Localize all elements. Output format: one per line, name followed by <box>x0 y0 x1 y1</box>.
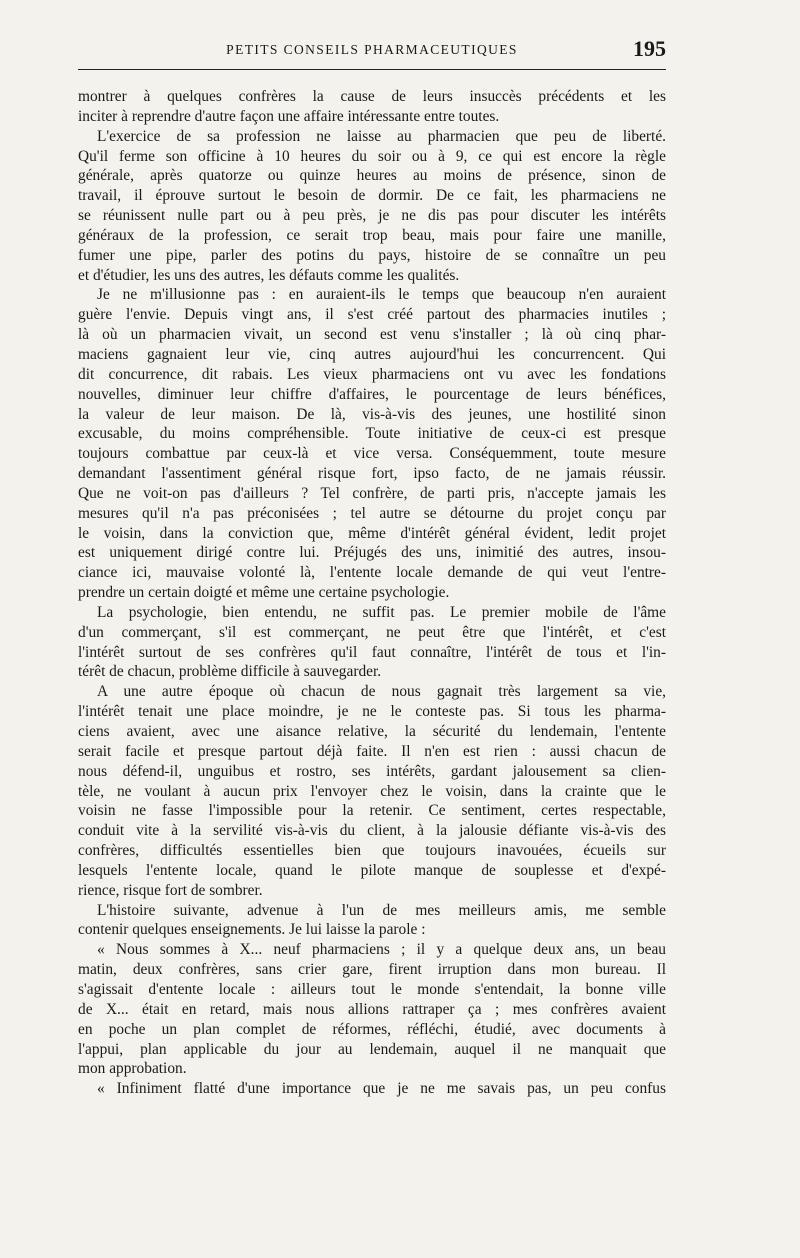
text-line: là où un pharmacien vivait, un second est venu s'installer ; là où cinq phar- <box>78 326 666 344</box>
text-line: Que ne voit-on pas d'ailleurs ? Tel confrère, de parti pris, n'accepte jamais les <box>78 484 666 502</box>
running-head <box>78 36 666 66</box>
text-line: conduit vite à la servilité vis-à-vis du client, à la jalousie défiante vis-à-vis des <box>78 822 666 840</box>
text-line: La psychologie, bien entendu, ne suffit pas. Le premier mobile de l'âme <box>97 603 666 621</box>
text-line: mon approbation. <box>78 1060 187 1078</box>
text-line: demandant l'assentiment général risque fort, ipso facto, de ne jamais réussir. <box>78 465 666 483</box>
text-line: travail, il éprouve surtout le besoin de dormir. De ce fait, les pharmaciens ne <box>78 187 666 205</box>
text-line: l'appui, plan applicable du jour au lendemain, auquel il ne manquait que <box>78 1040 666 1058</box>
text-line: l'intérêt surtout de ses confrères qu'il faut connaître, l'intérêt de tous et l'in- <box>78 643 666 661</box>
text-line: et d'étudier, les uns des autres, les défauts comme les qualités. <box>78 266 460 284</box>
text-line: guère l'envie. Depuis vingt ans, il s'est créé partout des pharmacies inutiles ; <box>78 306 666 324</box>
text-line: de X... était en retard, mais nous allions rattraper ça ; mes confrères avaient <box>78 1000 666 1018</box>
text-line: s'agissait d'entente locale : ailleurs tout le monde s'entendait, la bonne ville <box>78 980 666 998</box>
text-line: est uniquement dirigé contre lui. Préjugés des uns, inimitié des autres, insou- <box>78 544 666 562</box>
text-line: « Nous sommes à X... neuf pharmaciens ; il y a quelque deux ans, un beau <box>97 941 666 959</box>
text-line: généraux de la profession, ce serait trop beau, mais pour faire une manille, <box>78 226 666 244</box>
text-line: serait facile et presque partout déjà faite. Il n'en est rien : aussi chacun de <box>78 742 666 760</box>
text-line: générale, après quatorze ou quinze heures au moins de présence, sinon de <box>78 167 666 185</box>
text-line: A une autre époque où chacun de nous gagnait très largement sa vie, <box>97 683 666 701</box>
text-line: confrères, difficultés essentielles bien que toujours inavouées, écueils sur <box>78 842 666 860</box>
text-line: nous défend-il, unguibus et rostro, ses intérêts, gardant jalousement sa clien- <box>78 762 666 780</box>
text-line: tèle, ne voulant à aucun prix l'envoyer chez le voisin, dans la crainte que le <box>78 782 666 800</box>
running-title: PETITS CONSEILS PHARMACEUTIQUES <box>226 42 518 57</box>
text-line: fumer une pipe, parler des potins du pays, histoire de se connaître un peu <box>78 246 666 264</box>
text-line: contenir quelques enseignements. Je lui laisse la parole : <box>78 921 426 939</box>
text-line: Qu'il ferme son officine à 10 heures du soir ou à 9, ce qui est encore la règle <box>78 147 666 165</box>
body-text <box>78 87 666 1099</box>
text-line: inciter à reprendre d'autre façon une affaire intéressante entre toutes. <box>78 107 500 125</box>
text-line: térêt de chacun, problème difficile à sauvegarder. <box>78 663 382 681</box>
text-line: rience, risque fort de sombrer. <box>78 881 263 899</box>
text-line: excusable, du moins compréhensible. Toute initiative de ceux-ci est presque <box>78 425 666 443</box>
text-line: en poche un plan complet de réformes, réfléchi, étudié, avec documents à <box>78 1020 666 1038</box>
page-number: 195 <box>633 36 666 61</box>
text-line: voisin ne fasse l'impossible pour la retenir. Ce sentiment, certes respectable, <box>78 802 666 820</box>
text-line: le voisin, dans la conviction que, même d'intérêt général évident, ledit projet <box>78 524 666 542</box>
text-line: « Infiniment flatté d'une importance que je ne me savais pas, un peu confus <box>97 1080 666 1098</box>
text-line: Je ne m'illusionne pas : en auraient-ils le temps que beaucoup n'en auraient <box>97 286 666 304</box>
text-line: nouvelles, diminuer leur chiffre d'affaires, le pourcentage de leurs bénéfices, <box>78 385 666 403</box>
text-line: ciance ici, mauvaise volonté là, l'entente locale demande de qui veut l'entre- <box>78 564 666 582</box>
text-line: L'exercice de sa profession ne laisse au pharmacien que peu de liberté. <box>97 127 666 145</box>
text-line: toujours combattue par ceux-là et vice versa. Conséquemment, toute mesure <box>78 445 666 463</box>
text-line: matin, deux confrères, sans crier gare, firent irruption dans mon bureau. Il <box>78 961 666 979</box>
text-line: dit concurrence, dit rabais. Les vieux pharmaciens ont vu avec les fondations <box>78 365 666 383</box>
text-line: lesquels l'entente locale, quand le pilote manque de souplesse et d'expé- <box>78 861 666 879</box>
text-line: montrer à quelques confrères la cause de leurs insuccès précédents et les <box>78 88 666 105</box>
text-line: d'un commerçant, s'il est commerçant, ne peut être que l'intérêt, et c'est <box>78 623 666 641</box>
text-line: ciens avaient, avec une aisance relative, la sécurité du lendemain, l'entente <box>78 723 666 740</box>
text-line: l'intérêt tenait une place moindre, je ne le conteste pas. Si tous les pharma- <box>78 703 666 721</box>
text-line: se réunissent nulle part ou à peu près, je ne dis pas pour discuter les intérêts <box>78 207 666 225</box>
text-line: maciens gagnaient leur vie, cinq autres aujourd'hui les concurrencent. Qui <box>78 345 666 363</box>
text-line: mesures qu'il n'a pas préconisées ; tel autre se détourne du projet conçu par <box>78 504 666 522</box>
text-line: prendre un certain doigté et même une certaine psychologie. <box>78 584 450 602</box>
header-rule <box>78 69 666 70</box>
text-line: la valeur de leur maison. De là, vis-à-vis des jeunes, une hostilité sinon <box>78 405 666 423</box>
text-line: L'histoire suivante, advenue à l'un de mes meilleurs amis, me semble <box>97 901 666 919</box>
